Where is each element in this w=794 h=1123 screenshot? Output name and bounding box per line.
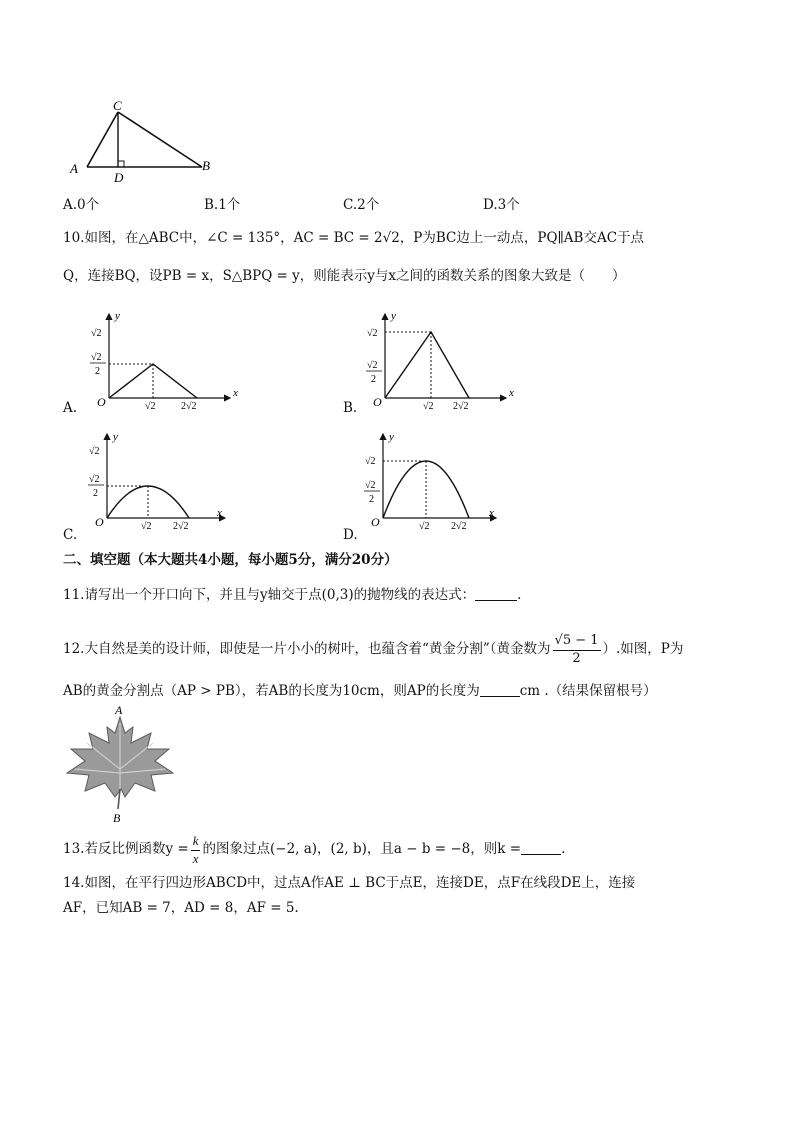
graph-d-y-label: y (389, 431, 394, 443)
section-title: 二、填空题（本大题共4小题，每小题5分，满分20分） (63, 552, 398, 568)
q13-numerator: k (191, 832, 201, 851)
q12-text3: AB的黄金分割点（AP > PB），若AB的长度为10cm，则AP的长度为 (63, 683, 480, 699)
q9-option-c: C.2个 (343, 197, 380, 213)
q13-denominator: x (192, 851, 199, 866)
graph-c-origin: O (95, 515, 104, 529)
graph-a (85, 308, 245, 416)
q13-end: . (561, 841, 566, 857)
graph-a-x-peak: √2 (145, 401, 156, 412)
graph-b-curve (385, 332, 469, 398)
graph-d-x-label: x (489, 507, 494, 519)
graph-a-x-end: 2√2 (181, 401, 197, 412)
graph-c-y-half-num: √2 (89, 474, 100, 485)
maple-leaf-image (63, 703, 178, 825)
graph-c-x-end: 2√2 (173, 521, 189, 532)
graph-c-letter: C. (63, 527, 78, 543)
q11-text: 11.请写出一个开口向下，并且与y轴交于点(0,3)的抛物线的表达式： (63, 587, 476, 603)
graph-b-y-label: y (391, 310, 396, 322)
graph-d-letter: D. (343, 527, 358, 543)
graph-b-x-end: 2√2 (453, 401, 469, 412)
graph-b-y-top: √2 (367, 328, 378, 339)
q11-answer-blank[interactable] (475, 586, 517, 601)
graph-a-y-label: y (115, 310, 120, 322)
q13-answer-blank[interactable] (521, 840, 561, 855)
q14-line1: 14.如图，在平行四边形ABCD中，过点A作AE ⊥ BC于点E，连接DE，点F在线段DE上，连接 (63, 875, 636, 891)
q12-line2 (63, 681, 657, 701)
graph-b-y-half-num: √2 (367, 360, 378, 371)
graph-a-x-label: x (233, 387, 238, 399)
q11-end: . (517, 587, 522, 603)
graph-d-origin: O (371, 515, 380, 529)
q12-text4: cm .（结果保留根号） (519, 683, 657, 699)
graph-b-x-peak: √2 (423, 401, 434, 412)
graph-a-origin: O (97, 395, 106, 409)
graph-d-x-peak: √2 (419, 521, 430, 532)
q12-text2: ）.如图，P为 (602, 641, 684, 657)
graph-a-y-top: √2 (91, 328, 102, 339)
q14-line2: AF，已知AB = 7，AD = 8，AF = 5. (63, 900, 299, 916)
golden-ratio-fraction (553, 632, 601, 667)
q10-line1: 10.如图，在△ABC中，∠C = 135°，AC = BC = 2√2，P为BC边上一动点，PQ∥AB交AC于点 (63, 230, 645, 246)
graph-c-y-label: y (113, 431, 118, 443)
graph-c-y-top: √2 (89, 446, 100, 457)
q9-option-a: A.0个 (63, 197, 100, 213)
graph-a-letter: A. (63, 400, 78, 416)
q9-option-d: D.3个 (483, 197, 520, 213)
q13-text2: 的图象过点(−2, a)，(2, b)，且a − b = −8，则k = (202, 841, 522, 857)
q13-fraction (191, 832, 201, 867)
leaf-label-a: A (115, 703, 123, 717)
graph-d-y-half-num: √2 (365, 480, 376, 491)
graph-c (85, 430, 245, 538)
graph-b (363, 308, 523, 416)
graph-d-y-top: √2 (365, 456, 376, 467)
graph-c-x-peak: √2 (141, 521, 152, 532)
q12-line1 (63, 632, 683, 667)
label-a: A (70, 161, 78, 176)
q12-text1: 12.大自然是美的设计师，即使是一片小小的树叶，也蕴含着“黄金分割”（黄金数为 (63, 641, 551, 657)
q12-answer-blank[interactable] (480, 682, 520, 697)
graph-b-letter: B. (343, 400, 358, 416)
graph-d-y-half-den: 2 (369, 494, 374, 505)
graph-a-y-half-num: √2 (91, 352, 102, 363)
graph-d-x-end: 2√2 (451, 521, 467, 532)
label-d: D (114, 170, 124, 185)
q10-line2: Q，连接BQ，设PB = x，S△BPQ = y，则能表示y与x之间的函数关系的图象大致是（ ） (63, 268, 626, 284)
graph-c-x-label: x (217, 507, 222, 519)
q13-text1: 13.若反比例函数y = (63, 841, 189, 857)
q13-question (63, 830, 565, 868)
q9-option-b: B.1个 (204, 197, 241, 213)
graph-b-origin: O (373, 395, 382, 409)
graph-c-y-half-den: 2 (93, 488, 98, 499)
q11-question (63, 585, 521, 605)
leaf-label-b: B (113, 811, 121, 825)
label-b: B (202, 158, 210, 173)
graph-b-x-label: x (509, 387, 514, 399)
graph-d (361, 430, 521, 538)
graph-a-y-half-den: 2 (95, 366, 100, 377)
golden-ratio-numerator: √5 − 1 (553, 632, 601, 651)
golden-ratio-denominator: 2 (572, 651, 581, 666)
graph-b-y-half-den: 2 (371, 374, 376, 385)
label-c: C (113, 98, 122, 113)
triangle-abc-figure (62, 98, 222, 188)
